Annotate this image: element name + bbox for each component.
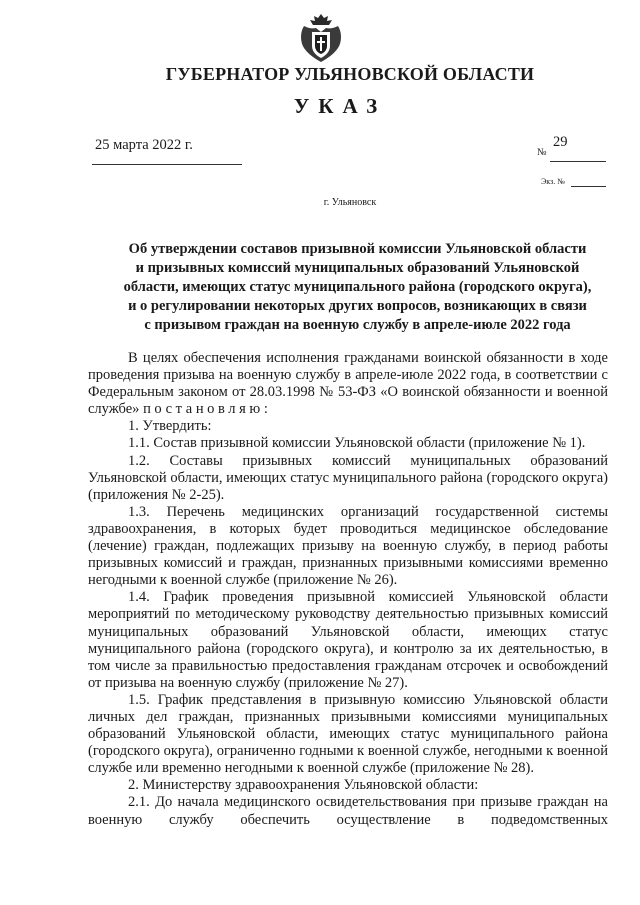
- issue-city: г. Ульяновск: [323, 197, 377, 208]
- preamble-keyword: постановляю:: [143, 401, 272, 418]
- number-label: №: [537, 147, 547, 158]
- paragraph-2-1: 2.1. До начала медицинского освидетельствования при призыве граждан на военную службу обеспечить осуществление в подведомственных: [88, 794, 608, 828]
- subject-line: области, имеющих статус муниципального района (городского округа),: [123, 279, 592, 295]
- paragraph-1-5: 1.5. График представления в призывную комиссию Ульяновской области личных дел граждан, признанных призывными комиссиями муниципальных образований Ульяновской области, имеющих статус муниципального района (городского округа), ограниченно годными к военной службе, негодными к военной службе или временно негодными к военной службе (приложение № 28).: [88, 691, 608, 777]
- decree-title: УКАЗ: [293, 94, 387, 118]
- number-underline: [550, 161, 606, 162]
- paragraph-1-4: 1.4. График проведения призывной комиссией Ульяновской области мероприятий по методическому руководству деятельностью призывных комиссий муниципальных образований Ульяновской области, имеющих статус муниципального района (городского округа), и контролю за их деятельностью, в том числе за правильностью предоставления гражданам отсрочек и освобождений от призыва на военную службу (приложение № 27).: [88, 589, 608, 691]
- subject-line: и призывных комиссий муниципальных образований Ульяновской: [135, 260, 580, 276]
- paragraph-2: 2. Министерству здравоохранения Ульяновской области:: [128, 777, 479, 794]
- paragraph-1-3: 1.3. Перечень медицинских организаций государственной системы здравоохранения, в которых будет проводиться медицинское обследование (лечение) граждан, подлежащих призыву на военную службу, в период работы призывных комиссий и граждан, признанных призывными комиссиями временно негодными к военной службе (приложение № 26).: [88, 503, 608, 589]
- preamble-text: В целях обеспечения исполнения гражданами воинской обязанности в ходе проведения призыва на военную службу в апреле-июле 2022 года, в соответствии с Федеральным законом от 28.03.1998 № 53-ФЗ «О воинской обязанности и военной службе»: [88, 350, 608, 418]
- decree-date: 25 марта 2022 г.: [95, 137, 193, 153]
- copy-number-label: Экз. №: [541, 177, 565, 186]
- decree-number: 29: [553, 134, 568, 150]
- date-underline: [92, 164, 242, 165]
- paragraph-1: 1. Утвердить:: [128, 418, 212, 435]
- decree-subject: [95, 240, 620, 335]
- subject-line: с призывом граждан на военную службу в апреле-июле 2022 года: [144, 317, 571, 333]
- copy-number-underline: [571, 186, 606, 187]
- paragraph-1-2: 1.2. Составы призывных комиссий муниципальных образований Ульяновской области, имеющих статус муниципального района (городского округа) (приложения № 2-25).: [88, 452, 608, 503]
- decree-body: [88, 350, 608, 829]
- paragraph-1-1: 1.1. Состав призывной комиссии Ульяновской области (приложение № 1).: [128, 435, 586, 452]
- coat-of-arms-icon: [298, 12, 344, 64]
- subject-line: и о регулировании некоторых других вопросов, возникающих в связи: [128, 298, 587, 314]
- preamble-paragraph: [88, 350, 608, 418]
- governor-title: ГУБЕРНАТОР УЛЬЯНОВСКОЙ ОБЛАСТИ: [165, 64, 535, 84]
- subject-line: Об утверждении составов призывной комиссии Ульяновской области: [128, 241, 587, 257]
